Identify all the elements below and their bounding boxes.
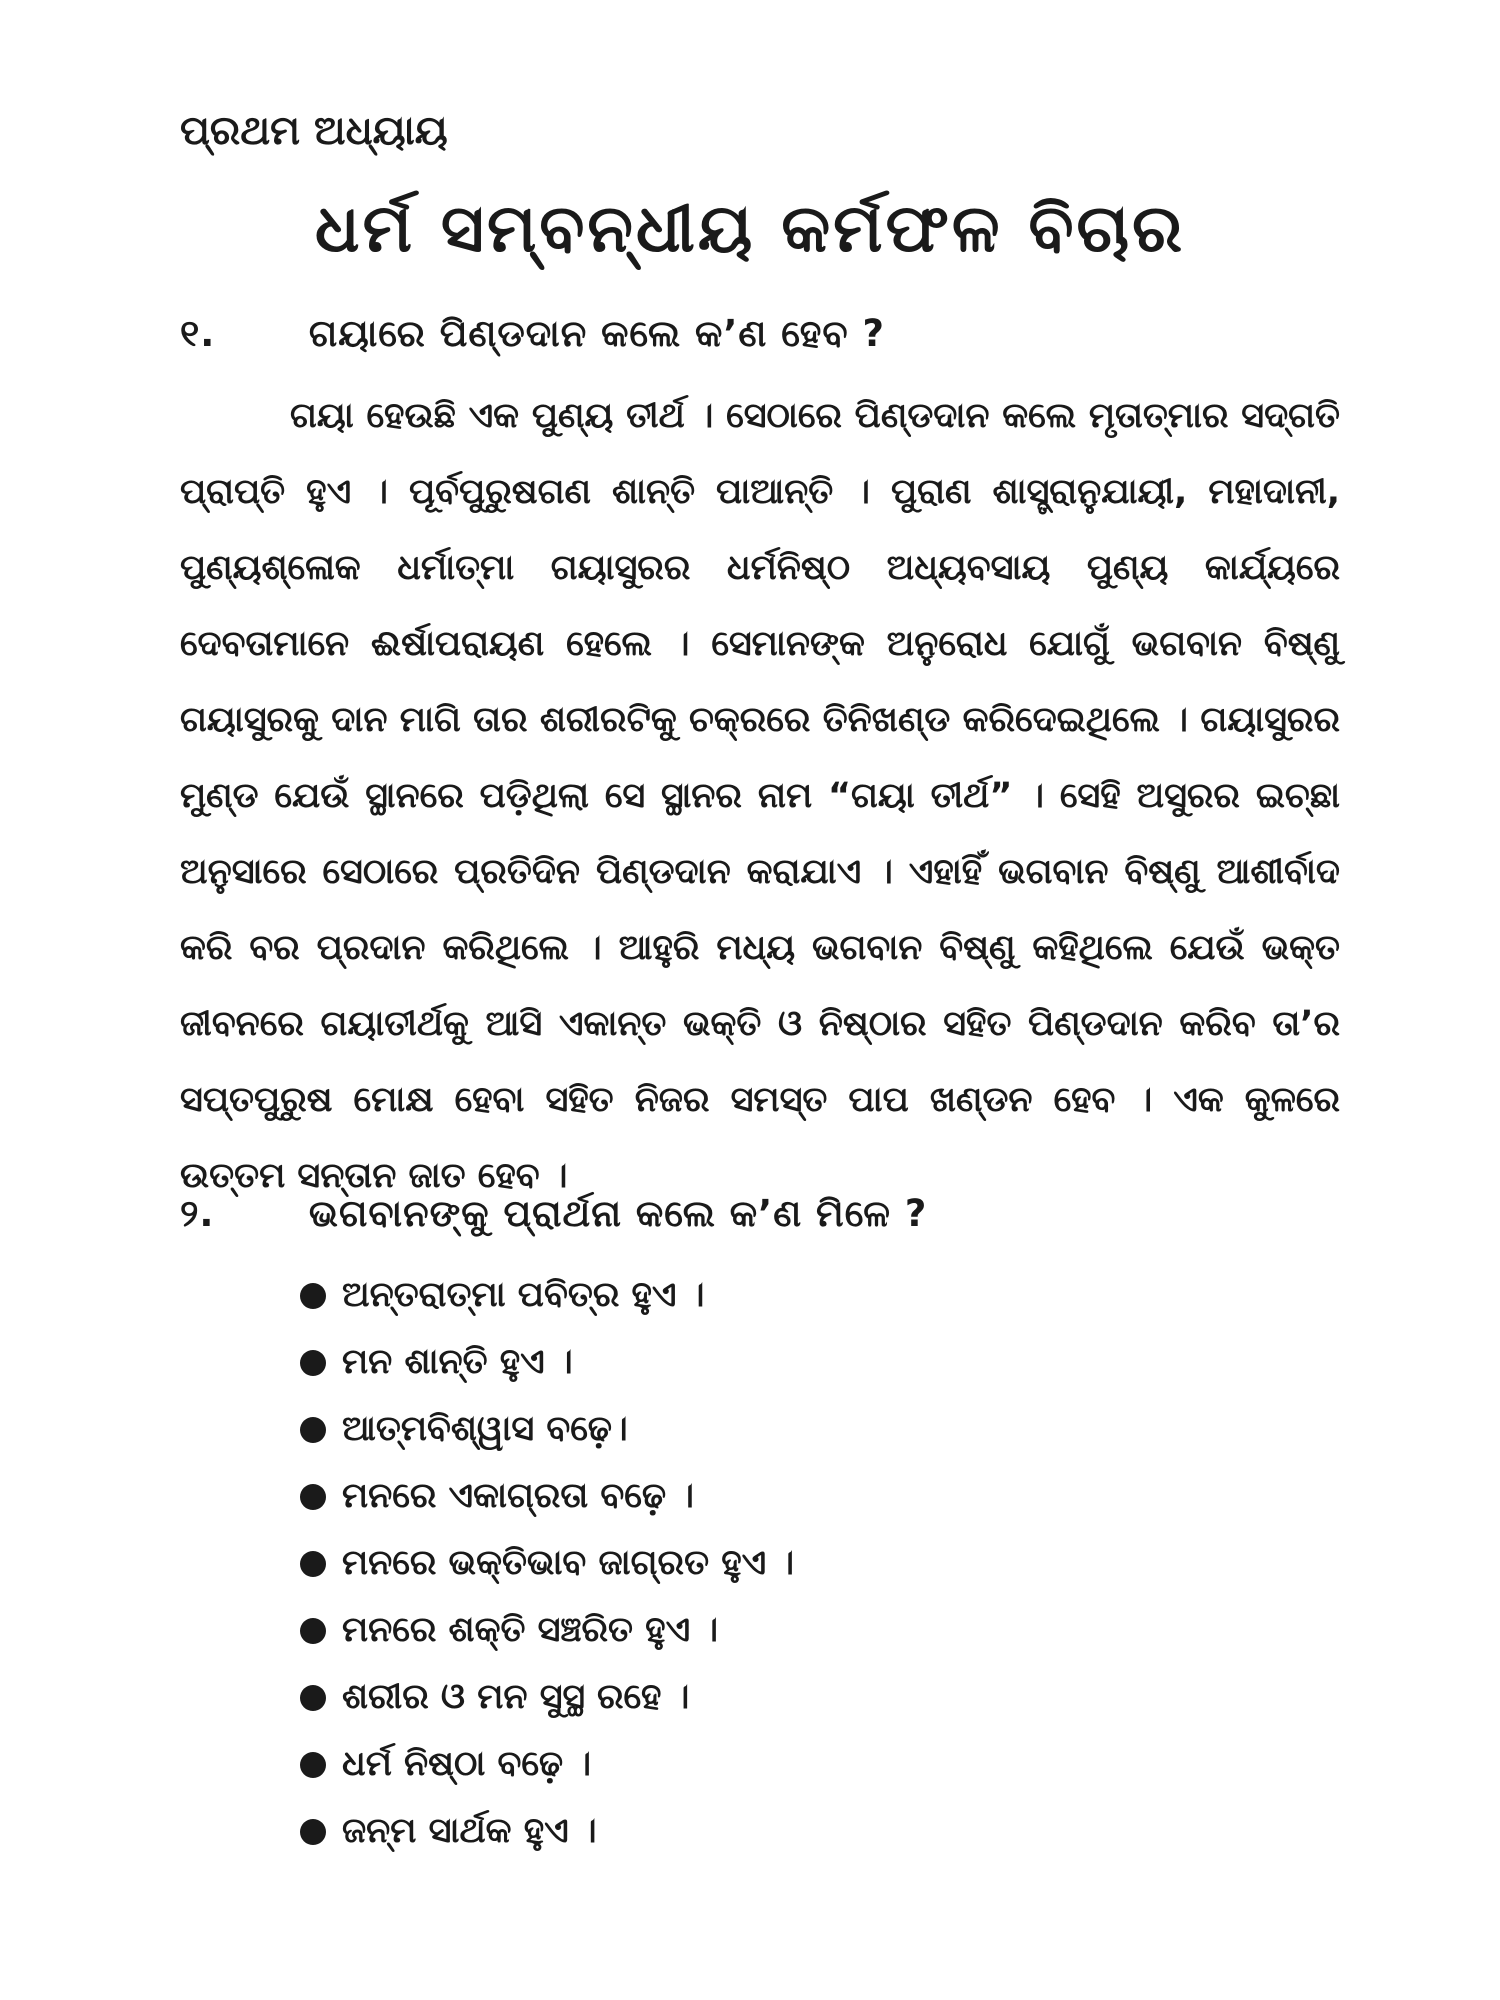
- bullet-icon: [300, 1551, 326, 1577]
- list-item-text: ମନ ଶାନ୍ତି ହୁଏ ।: [342, 1342, 573, 1382]
- bullet-icon: [300, 1819, 326, 1845]
- list-item: [300, 1664, 794, 1731]
- list-item: [300, 1530, 794, 1597]
- answer-1-paragraph: ଗୟା ହେଉଛି ଏକ ପୁଣ୍ୟ ତୀର୍ଥ । ସେଠାରେ ପିଣ୍ଡଦାନ କଲେ ମୃତାତ୍ମାର ସଦ୍‌ଗତି ପ୍ରାପ୍ତି ହୁଏ । ପୂର୍ବପୁରୁଷଗଣ ଶାନ୍ତି ପାଆନ୍ତି । ପୁରାଣ ଶାସ୍ତ୍ରାନୁଯାୟୀ, ମହାଦାନୀ, ପୁଣ୍ୟଶ୍ଳୋକ ଧର୍ମାତ୍ମା ଗୟାସୁରର ଧର୍ମନିଷ୍ଠ ଅଧ୍ୟବସାୟ ପୁଣ୍ୟ କାର୍ଯ୍ୟରେ ଦେବତାମାନେ ଈର୍ଷାପରାୟଣ ହେଲେ । ସେମାନଙ୍କ ଅନୁରୋଧ ଯୋଗୁଁ ଭଗବାନ ବିଷ୍ଣୁ ଗୟାସୁରକୁ ଦାନ ମାଗି ତାର ଶରୀରଟିକୁ ଚକ୍ରରେ ତିନିଖଣ୍ଡ କରିଦେଇଥିଲେ । ଗୟାସୁରର ମୁଣ୍ଡ ଯେଉଁ ସ୍ଥାନରେ ପଡ଼ିଥିଲା ସେ ସ୍ଥାନର ନାମ “ଗୟା ତୀର୍ଥ” । ସେହି ଅସୁରର ଇଚ୍ଛା ଅନୁସାରେ ସେଠାରେ ପ୍ରତିଦିନ ପିଣ୍ଡଦାନ କରାଯାଏ । ଏହାହିଁ ଭଗବାନ ବିଷ୍ଣୁ ଆଶୀର୍ବାଦ କରି ବର ପ୍ରଦାନ କରିଥିଲେ । ଆହୁରି ମଧ୍ୟ ଭଗବାନ ବିଷ୍ଣୁ କହିଥିଲେ ଯେଉଁ ଭକ୍ତ ଜୀବନରେ ଗୟାତୀର୍ଥକୁ ଆସି ଏକାନ୍ତ ଭକ୍ତି ଓ ନିଷ୍ଠାର ସହିତ ପିଣ୍ଡଦାନ କରିବ ତା’ର ସପ୍ତପୁରୁଷ ମୋକ୍ଷ ହେବା ସହିତ ନିଜର ସମସ୍ତ ପାପ ଖଣ୍ଡନ ହେବ । ଏକ କୁଳରେ ଉତ୍ତମ ସନ୍ତାନ ଜାତ ହେବ ।: [180, 396, 1340, 1196]
- answer-2-list: [300, 1262, 794, 1865]
- chapter-label: ପ୍ରଥମ ଅଧ୍ୟାୟ: [180, 108, 448, 154]
- page-title: ଧର୍ମ ସମ୍ବନ୍ଧୀୟ କର୍ମଫଳ ବିଚାର: [314, 190, 1186, 267]
- list-item-text: ମନରେ ଭକ୍ତିଭାବ ଜାଗ୍ରତ ହୁଏ ।: [342, 1543, 795, 1583]
- bullet-icon: [300, 1618, 326, 1644]
- list-item-text: ଅନ୍ତରାତ୍ମା ପବିତ୍ର ହୁଏ ।: [342, 1275, 705, 1315]
- bullet-icon: [300, 1484, 326, 1510]
- list-item: [300, 1731, 794, 1798]
- question-1-text: ଗୟାରେ ପିଣ୍ଡଦାନ କଲେ କ’ଣ ହେବ ?: [308, 312, 885, 355]
- list-item-text: ଜନ୍ମ ସାର୍ଥକ ହୁଏ ।: [342, 1811, 597, 1851]
- list-item: [300, 1798, 794, 1865]
- list-item: [300, 1262, 794, 1329]
- list-item: [300, 1329, 794, 1396]
- question-1-number: ୧.: [180, 312, 216, 355]
- list-item-text: ଆତ୍ମବିଶ୍ୱାସ ବଢ଼େ।: [342, 1409, 628, 1449]
- bullet-icon: [300, 1350, 326, 1376]
- bullet-icon: [300, 1685, 326, 1711]
- question-2-number: ୨.: [180, 1192, 215, 1235]
- list-item-text: ମନରେ ଶକ୍ତି ସଞ୍ଚରିତ ହୁଏ ।: [342, 1610, 719, 1650]
- bullet-icon: [300, 1752, 326, 1778]
- list-item-text: ମନରେ ଏକାଗ୍ରତା ବଢ଼େ ।: [342, 1476, 694, 1516]
- bullet-icon: [300, 1283, 326, 1309]
- list-item: [300, 1597, 794, 1664]
- bullet-icon: [300, 1417, 326, 1443]
- question-2: [180, 1192, 927, 1236]
- list-item-text: ଧର୍ମ ନିଷ୍ଠା ବଢ଼େ ।: [342, 1744, 592, 1784]
- list-item: [300, 1396, 794, 1463]
- list-item-text: ଶରୀର ଓ ମନ ସୁସ୍ଥ ରହେ ।: [342, 1677, 690, 1717]
- list-item: [300, 1463, 794, 1530]
- question-1: [180, 312, 885, 356]
- question-2-text: ଭଗବାନଙ୍କୁ ପ୍ରାର୍ଥନା କଲେ କ’ଣ ମିଳେ ?: [308, 1192, 928, 1235]
